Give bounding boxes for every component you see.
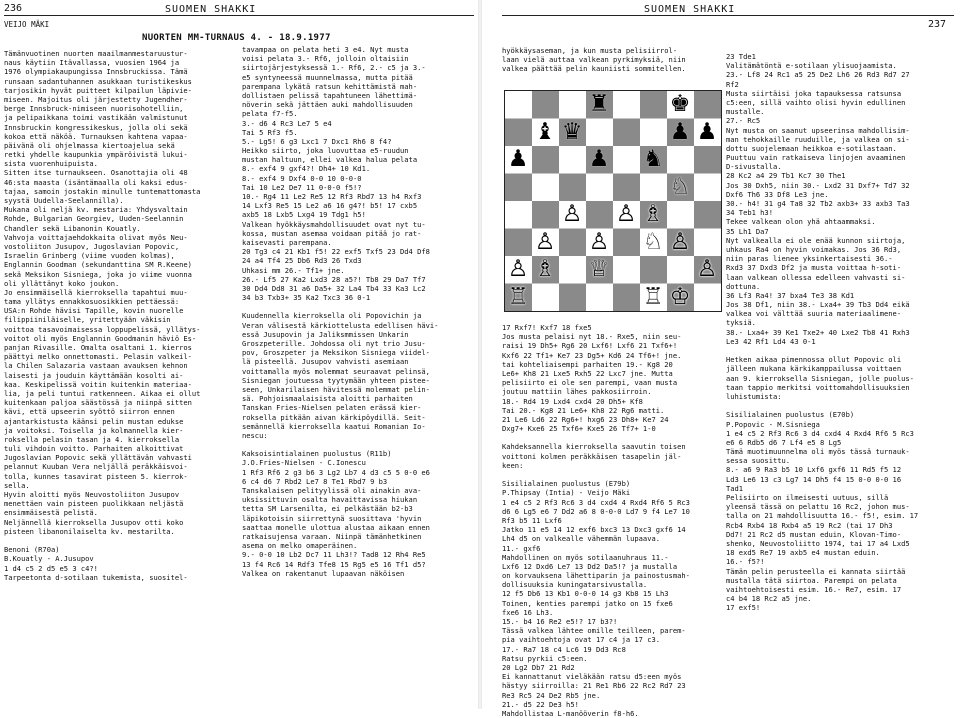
text-line: mustalle. [726,107,765,117]
text-line: USA:n Rohde hävisi Tapille, kovin nuorelle [4,306,184,316]
text-line: 26.- Lf5 27 Ka2 Lxd3 28 a5?! Tb8 29 Da7 Tf7 [242,274,426,284]
text-line: Dxg7+ Kxe6 25 Txf6+ Kxe5 26 Tf7+ 1-0 [502,424,656,434]
text-line: pelisiirto ei ole sen parempi, vaan musta [502,378,678,388]
text-line: Groszpeterille. Johdossa oli nyt trio Jusu- [242,339,426,348]
text-line: asema on melko omaperäinen. [242,541,358,551]
text-line: tavampaa on pelata heti 3 e4. Nyt musta [242,45,409,54]
text-column-1 [4,49,236,709]
text-line: Jos musta pelaisi nyt 18.- Rxe5, niin seu- [502,332,682,342]
text-line: Tämä muotimuunnelma oli myös tässä turnauk- [726,447,910,457]
text-line: mustan haltuun, ellei valkea halua pelata [242,155,418,165]
text-line: 8.- exf4 9 Dxf4 0-0 10 0-0-0 [242,173,362,183]
chess-piece: ♙ [561,201,583,228]
text-line: 1 e4 c5 2 Rf3 Rc6 3 d4 cxd4 4 Rxd4 Rf6 5 Rc3 [726,428,914,438]
text-line: Dd7! 21 Rc2 d5 mustan eduin, Klovan-Timo- [726,529,902,539]
chess-piece: ♟ [507,146,529,173]
text-line: ensimmäisestä pelistä. [4,508,98,518]
text-line: 5.- Lg5! 6 g3 Lxc1 7 Dxc1 Rh6 8 f4? [242,136,392,146]
text-line: D-sivustalla. [726,162,782,172]
text-line: Rf2 [726,79,739,89]
text-line [4,536,236,545]
text-line: vostoliiton Jusupov, Jugoslavian Popovic, [4,241,180,251]
text-line: talla on 21 mahdollisuutta 16.- f5!, esim. 17 [726,511,919,521]
text-line: sessa suosittu. [726,456,791,466]
text-line: Le6+ Kh8 21 Lxe5 Rxh5 22 Lxc7 jne. Mutta [502,368,673,378]
text-line: 17.- Ra7 18 c4 Lc6 19 Dd3 Rc8 [502,644,626,654]
chess-piece: ♝ [534,118,556,145]
text-line: Mahdollinen on myös sotilaanuhraus 11.- [502,552,669,562]
text-line: dottu suojelemaan heikkoa e-sotilastaan. [726,143,897,153]
text-line: 17 exf5! [726,603,761,613]
text-line: fxe6 16 Lh3. [502,607,554,617]
text-column-4 [726,52,956,709]
text-line: 17 Rxf7! Kxf7 18 fxe5 [502,323,592,332]
text-line: növerin sekä jättäen auki mahdollisuuden [242,100,413,110]
text-line: päivänä oli ohjelmassa kiertoajelua sekä [4,140,175,150]
text-line: 28 Kc2 a4 29 Tb1 Kc7 30 The1 [726,171,846,181]
chess-piece: ♟ [696,118,718,145]
text-line: tama yllätys ennakkosuosikkien pettäessä: [4,297,180,307]
text-line: nescu: [242,430,268,440]
text-line: lia, ja peli tuntui ratkenneen. Aikaa ei ollut [4,388,201,398]
text-line [726,401,956,410]
text-line: 1 e4 c5 2 Rf3 Rc6 3 d4 cxd4 4 Rxd4 Rf6 5 Rc3 [502,497,690,507]
chess-piece: ♙ [507,256,529,283]
text-line: Nyt musta on saanut upseerinsa mahdollisim- [726,125,910,135]
text-line: axb5 18 Lxb5 Lxg4 19 Tdg1 h5! [242,210,366,220]
text-line: semännellä kierroksella kaatui Romanian Io- [242,421,426,431]
text-line: Vahvoja voittajaehdokkaita olivat myös Neu- [4,232,188,242]
text-line: kaisevasti parempana. [242,237,332,247]
text-line: Rohde, Bulgarian Georgiev, Uuden-Seelannin [4,214,184,224]
text-line: naus käytiin Itävallassa, vuosien 1964 ja [4,58,180,68]
text-line: dottuna. [726,281,761,291]
chess-piece: ♘ [642,228,664,255]
text-line: 20 Tg3 c4 21 Kb1 f5! 22 exf5 Txf5 23 Dd4 Df8 [242,247,430,257]
text-line: 3.- d6 4 Rc3 Le7 5 e4 [242,118,332,128]
text-line: miseen. Majoitus oli järjestetty Jugendher- [4,94,188,104]
text-line: Neljännellä kierroksella Jusupov otti koko [4,517,184,527]
text-line: raisi 19 Dh5+ Rg6 20 Lxf6! Lxf6 21 Txf6+! [502,341,678,351]
text-line [502,433,734,442]
text-line: runsaan sadantuhannen asukkaan turistikeskus [4,76,192,86]
text-line: Rf3 b5 11 Lxf6 [502,515,562,525]
header-rule-right [502,15,954,16]
chess-piece: ♙ [669,228,691,255]
text-line: tuli vihdoin voitto. Parhaiten alkoittivat [4,444,184,454]
text-line: tajaa, samoin jostakin minulle tuntemattomasta [4,186,201,196]
text-line: ratkaisujensa varaan. Niinpä tämänhetkinen [242,531,422,541]
text-line: sekä Meksikon Sisniega, joka jo viime vuonna [4,269,192,279]
text-line: berge Innsbruck-nimiseen nuorisohotelliin, [4,104,184,114]
chess-diagram [504,90,722,312]
text-line: oli yllättänyt koko joukon. [4,278,120,288]
text-line: sista vuorenhuipuista. [4,159,98,169]
text-line: aan 9. kierroksella Sisniegan, jolle puolus- [726,373,914,383]
left-page [0,0,478,709]
text-line: shenko, Neuvostoliitto 1974, tai 17 a4 Lxd5 [726,538,910,548]
text-line: kossa, mustan asemaa voidaan pitää jo rat- [242,228,422,238]
running-header-left: SUOMEN SHAKKI [165,4,257,15]
text-line: e5 syntyneessä muunnelmassa, mutta pitää [242,72,413,82]
text-line: Tämänvuotinen nuorten maailmanmestaruustur- [4,49,188,58]
text-line: 34 b3 Txb3+ 35 Ka2 Txc3 36 0-1 [242,293,371,303]
text-line: 34 Teb1 h3! [726,208,773,218]
text-line: hyökkäysaseman, ja kun musta pelisiirrol- [502,46,678,55]
text-line: c4 b4 18 Rc2 a5 jne. [726,594,812,604]
text-line: Ld3 Le6 13 c3 Lg7 14 Dh5 f4 15 0-0 0-0 16 [726,474,902,484]
text-line: Tässä valkea lähtee omille teilleen, parem- [502,626,686,636]
text-line: Uhkasi mm 26.- Tf1+ jne. [242,265,345,275]
text-line: Valkean hyökkäysmahdollisuudet ovat nyt tu- [242,219,426,229]
text-line: ja voitoksi. Toisella ja kolmannella kier- [4,425,184,435]
text-line: kuitenkaan paljoa säästössä ja niinpä sitten [4,398,192,408]
page-number-left: 236 [4,3,23,14]
text-line: man tehokkaille ruuduille, ja valkea on si- [726,134,910,144]
text-line: kaa. Keskipelissä voitin kuitenkin materiaa- [4,379,192,389]
text-line: laan vielä auttaa valkean pyrkimyksiä, niin [502,55,686,65]
text-line: uksissittuvin osalta havaittavissa hiukan [242,495,418,505]
text-line: läpikotoisin siirrettynä suosittava 'hyvin [242,513,422,523]
text-line: päättyi melko onnettomasti. Pelasin valkeil- [4,352,192,362]
text-line: Tarpeetonta d-sotilaan tukemista, suositel- [4,572,188,582]
text-line: on korvauksena lähettiparin ja painostusmah- [502,571,690,581]
text-line: Jos 30 Dxh5, niin 30.- Lxd2 31 Dxf7+ Td7 32 [726,180,910,190]
text-line: Rcb4 Rxb4 18 Rxb4 a5 19 Rc2 (tai 17 Dh3 [726,520,893,530]
text-line: 10.- Rg4 11 Le2 Re5 12 Rf3 Rbd7 13 h4 Rxf3 [242,192,422,201]
chess-piece: ♟ [669,118,691,145]
text-line: 46:sta maasta (isäntämaalla oli kaksi edus- [4,177,188,187]
text-line: lä pisteellä. Jusupov vahvisti asemiaan [242,357,409,367]
chess-piece: ♜ [588,91,610,118]
text-line: Sisilialainen puolustus (E79b) [502,479,631,489]
text-line: tai kohteliaisempi parhaiten 19.- Kg8 20 [502,359,673,369]
text-column-2 [242,45,478,709]
text-line: seen, Unkarilaisen hävitessä molemmat pelin- [242,384,430,394]
text-line: Jos 38 Df1, niin 38.- Lxa4+ 39 Tb3 Dd4 eikä [726,300,910,310]
text-line: mustalla tätä siirtoa. Parempi on pelata [726,575,897,585]
text-line: 38.- Lxa4+ 39 Ke1 Txe2+ 40 Lxe2 Tb8 41 Rxh3 [726,327,910,337]
text-line: jälleen mukana kärkikamppailussa voittaen [726,364,902,374]
text-line: siirtojärjestyksessä 1.- Rf6, 2.- c5 ja 3.- [242,63,426,73]
text-line: niin paras lienee yksinkertaisesti 36.- [726,254,893,264]
text-line: Tai 10 Le2 De7 11 0-0-0 f5!? [242,182,362,192]
text-line: J.O.Fries-Nielsen - C.Ionescu [242,458,366,468]
text-line [242,440,478,449]
text-line: Sitten itse turnaukseen. Osanottajia oli 48 [4,168,188,178]
text-line: e6 6 Rdb5 d6 7 Lf4 e5 8 Lg5 [726,437,842,447]
text-line: voittoa tasavoimaisessa loppupelissä, yllätys- [4,324,201,334]
text-line: voisi pelata 3.- Rf6, jolloin oltaisiin [242,54,409,64]
text-line: 1976 olympiakaupungissa Innsbruckissa. Tämä [4,67,188,77]
text-line: Kuudennella kierroksella oli Popovichin ja [242,311,422,321]
text-line: c5:een, sillä vaihto olisi hyvin edullinen [726,97,906,107]
text-line: uhkaus Ra4 on hyvin voimakas. Jos 36 Rd3, [726,244,902,254]
text-line: 1 Rf3 Rf6 2 g3 b6 3 Lg2 Lb7 4 d3 c5 5 0-0 e6 [242,467,430,477]
text-line: Chandler sekä Libanonin Kouatly. [4,223,141,233]
text-line: Nyt valkealla ei ole enää kunnon siirtoja, [726,235,906,245]
text-line: retki yhdelle kaupunkia ympäröivistä lukui- [4,150,188,160]
text-line: laisesti ja jouduin käyttämään kosolti ai- [4,370,184,380]
text-column-3-bottom [502,323,734,718]
chess-piece: ♙ [696,256,718,283]
text-line: Hyvin aloitti myös Neuvostoliiton Jusupov [4,490,180,499]
right-page [482,0,960,718]
text-line: hästyy siirroilla: 21 Re1 Rb6 22 Rc2 Rd7 23 [502,681,686,691]
text-line: 12 f5 Db6 13 Kb1 0-0-0 14 g3 Kb8 15 Lh3 [502,589,669,599]
text-line: Veran välisestä kärkiottelusta edellisen hävi- [242,320,439,330]
text-line: sella. [4,480,30,490]
text-line: 8.- a6 9 Ra3 b5 10 Lxf6 gxf6 11 Rd5 f5 12 [726,465,902,475]
text-line: dollistaen pelissä tapahtuneen lähettimä- [242,90,418,100]
text-line: valkea voi välttää suuria materiaalimene- [726,309,902,319]
text-line: voittamalla myös molemmat seuraavat pelinsä, [242,366,430,376]
text-line: saattaa monelle ulottua alustaa aikaan ennen [242,522,430,532]
chess-piece: ♖ [507,283,529,310]
text-line: Lh4 d5 on valkealle vähemmän lupaava. [502,534,661,544]
chess-piece: ♞ [642,146,664,173]
text-line: ja pelipaikkana toimi vastikään valmistunut [4,113,188,123]
page-number-right: 237 [928,19,947,30]
chess-piece: ♙ [534,228,556,255]
text-line: Innsbruckin kongressikeskus, jolla oli sekä [4,122,188,132]
text-line: 27.- Rc5 [726,116,761,126]
chess-piece: ♔ [669,283,691,310]
text-line: 11.- gxf6 [502,543,541,553]
text-line: 16.- f5?! [726,557,765,567]
text-line: 23 Tde1 [726,52,756,61]
text-line: Jo ensimmäisellä kierroksella tapahtui muu- [4,287,188,297]
text-line: pisteen libanonilaiselta kv. mestarilta. [4,526,175,536]
text-line: 18 exd5 Re7 19 axb5 e4 mustan eduin. [726,548,880,558]
text-line: Ei kannattanut vieläkään ratsu d5:een myös [502,672,682,682]
chess-piece: ♘ [669,173,691,200]
chess-piece: ♕ [588,256,610,283]
chess-piece: ♙ [588,228,610,255]
text-line: roksella pitkään aivan kärkipöydillä. Seit- [242,412,426,422]
text-line: voittoni kolmen peräkkäisen tasapelin jäl- [502,451,682,461]
text-line: Rxd3 37 Dxd3 Df2 ja musta voittaa h-soti- [726,263,902,273]
text-line: parempana lykätä ratsun kehittämistä mah- [242,81,418,91]
text-line: yleensä tässä on pelattu 16 Rc2, johon mus- [726,502,910,512]
text-line: Sisilialainen puolustus (E70b) [726,410,855,420]
text-line: tyksiä. [726,318,756,328]
text-line: 13 f4 Rc6 14 Rdf3 Tfe8 15 Rg5 e5 16 Tf1 d5? [242,559,426,569]
chess-piece: ♚ [669,91,691,118]
text-line: roksella pelasin tasan ja 4. kierroksella [4,434,180,444]
chess-piece: ♟ [588,146,610,173]
text-line: B.Kouatly - A.Jusupov [4,554,94,564]
text-line: tolla, kunnes tasavirat pisteen 5. kierrok- [4,471,188,481]
text-line: Tämän pelin perusteella ei kannata siirtää [726,566,906,576]
text-line: Tekee valkean olon yhä ahtaammaksi. [726,217,876,227]
text-line: Pelisiirto on ilmeisesti uutuus, sillä [726,493,889,502]
text-line: 1 d4 c5 2 d5 e5 3 c4?! [4,563,98,573]
text-line: Mukana oli neljä kv. mestaria: Yhdysvaltain [4,205,188,215]
text-line: voitot oli myös Englannin Goodmanin häviö Es- [4,333,197,343]
text-line: 23.- Lf8 24 Rc1 a5 25 De2 Lh6 26 Rd3 Rd7 27 [726,70,910,80]
text-line: Hetken aikaa pimennossa ollut Popovic oli [726,355,902,365]
running-header-right: SUOMEN SHAKKI [644,4,736,15]
text-line: Valitämätöntä e-sotilaan ylisuojaamista. [726,61,897,71]
chess-piece: ♗ [642,201,664,228]
text-line: Dxf6 Th6 33 Df8 Le3 jne. [726,189,829,199]
chess-piece: ♙ [615,201,637,228]
text-line: 20 Lg2 Db7 21 Rd2 [502,662,575,672]
text-line: Puuttuu vain ratkaiseva linjojen avaaminen [726,153,906,163]
text-line: pia vaihtoehtoja ovat 17 c4 ja 17 c3. [502,635,661,645]
text-line: 30.- h4! 31 g4 Ta8 32 Tb2 axb3+ 33 axb3 Ta3 [726,199,910,208]
text-line: 8.- exf4 9 gxf4?! Dh4+ 10 Kd1. [242,164,371,174]
text-line: 30 Dd4 Dd8 31 a6 Da5+ 32 La4 Tb4 33 Ka3 Lc2 [242,283,426,293]
text-line: Tad1 [726,483,744,493]
text-line: luhistumista: [726,391,782,401]
text-line: 9.- 0-0 10 Lb2 Dc7 11 Lh3!? Tad8 12 Rh4 Re5 [242,550,426,560]
text-line: Kxf6 22 Tf1+ Ke7 23 Dg5+ Kd6 24 Tf6+! jne. [502,350,682,360]
text-line: 15.- b4 16 Re2 e5!? 17 b3?! [502,617,618,626]
text-line: Heikko siirto, joka luovuttaa e5-ruudun [242,146,409,156]
text-line: Le3 42 Rf1 Ld4 43 0-1 [726,336,816,346]
text-line: pelata f7-f5. [242,109,298,119]
text-column-3-top [502,46,732,76]
text-line: Benoni (R70a) [4,545,60,555]
text-line: Lxf6 12 Dxd6 Le7 13 Dd2 Da5!? ja mustalla [502,561,678,571]
author-label: VEIJO MÄKI [4,20,50,29]
chess-piece: ♛ [561,118,583,145]
text-line: Valkea on rakentanut lupaavan näköisen [242,568,405,578]
text-line: kokoa että näköä. Turnauksen kahtena vapaa- [4,131,188,141]
text-line: laan valkean ollessa edelleen vahvasti si- [726,272,906,282]
text-line: Mahdollistaa L-manööverin f8-h6. [502,708,639,718]
text-line: 21.- d5 22 De3 h5! [502,699,579,709]
article-title: NUORTEN MM-TURNAUS 4. - 18.9.1977 [142,33,331,43]
text-line: valkea päättää pelin kauniisti sommitellen. [502,64,686,74]
text-line: Ratsu pyrkii c5:een. [502,653,588,663]
text-line: panjan Rivasille. Omalta osaltani 1. kierros [4,343,192,352]
text-line: pelannut Kuuban Vera neljällä peräkkäisvoi- [4,462,188,472]
text-line: Toinen, kenties parempi jatko on 15 fxe6 [502,598,673,608]
text-line: sä. Pohjoismaalaisista aloitti parhaiten [242,394,413,404]
text-line: filippiiniläiselle, yritettyään väkisin [4,315,171,325]
text-line: syystä Uudella-Seelannilla). [4,196,124,205]
text-line: Re3 Rc5 24 De2 Rb5 jne. [502,690,601,700]
text-line: Kahdeksannella kierroksella saavutin toisen [502,442,686,452]
text-line: taan tappio merkitsi voittomahdollisuuksien [726,382,910,392]
text-line: 6 c4 d6 7 Rbd2 Le7 8 Te1 Rbd7 9 b3 [242,476,388,486]
text-line: tarjosikin hyvät puitteet kilpailun läpivie- [4,85,192,95]
text-line: Tai 5 Rf3 f5. [242,127,298,137]
text-line: 14 Lxf3 Re5 15 Le2 a6 16 g4?! b5! 17 cxb5 [242,201,418,211]
text-line: 24 a4 Tf4 25 Db6 Rd3 26 Txd3 [242,256,362,266]
text-line: Kaksoisintialainen puolustus (R11b) [242,449,392,459]
text-line: keen: [502,460,524,470]
text-line: ajantarkistusta käänsi pelin mustan edukse [4,416,184,426]
text-line: P.Popovic - M.Sisniega [726,419,820,429]
text-line: Tanskan Fries-Nielsen pelaten erässä kier- [242,403,422,413]
text-line [726,346,956,355]
chess-piece: ♖ [642,283,664,310]
text-line: 36 Lf3 Ra4! 37 bxa4 Te3 38 Kd1 [726,290,855,300]
text-line: vaihtoehtoisesti esim. 16.- Re7, esim. 17 [726,584,902,594]
text-line: kävi, että upseerin syöttö siirron ennen [4,407,175,417]
text-line: Sisniegan joutuessa tyytymään yhteen pistee- [242,375,430,385]
text-line: 35 Lh1 Da7 [726,226,769,236]
text-line: Tai 20.- Kg8 21 Le6+ Kh8 22 Rg6 matti. [502,405,665,415]
text-line: Englannin Goodman (sekundanttina SM R.Keene) [4,260,192,270]
text-line: P.Thipsay (Intia) - Veijo Mäki [502,488,631,498]
text-line: Tanskalaisen pelityylissä oli ainakin ava- [242,486,422,495]
text-line: joutuu mattiin lähes pakkosiirroin. [502,387,652,397]
text-line: dollisuuksia kuningatarsivustalla. [502,580,648,590]
text-line [502,470,734,479]
text-line: Jatko 11 e5 14 12 exf6 bxc3 13 Dxc3 gxf6 14 [502,525,686,535]
text-line [242,302,478,311]
text-line: 21 Le6 Ld6 22 Rg6+! hxg6 23 Dh8+ Ke7 24 [502,414,669,424]
header-rule-left [4,15,474,16]
text-line: Musta siirtäisi joka tapauksessa ratsunsa [726,88,902,98]
text-line: pov, Groszpeter ja Meksikon Sisniega viidel- [242,348,430,358]
chess-piece: ♗ [534,256,556,283]
text-line: Israelin Grinberg (viime vuoden kolmas), [4,251,175,261]
text-line: menettäen vain pisteen puolikkaan neljästä [4,499,184,509]
text-line: 18.- Rd4 19 Lxd4 cxd4 20 Dh5+ Kf8 [502,396,643,406]
text-line: d6 6 Lg5 e6 7 Dd2 a6 8 0-0-0 Ld7 9 f4 Le7 10 [502,506,690,516]
text-line: tetta SM Larsenilta, ei pelkästään b2-b3 [242,504,413,514]
text-line: Jugoslavian Popovic sekä yllättävän vahvasti [4,453,192,463]
text-line: la Chilen Salazaria vastaan avauksen kehnon [4,361,188,371]
text-line: essä Jusupovin ja Jaliksmmissen Unkarin [242,329,409,339]
